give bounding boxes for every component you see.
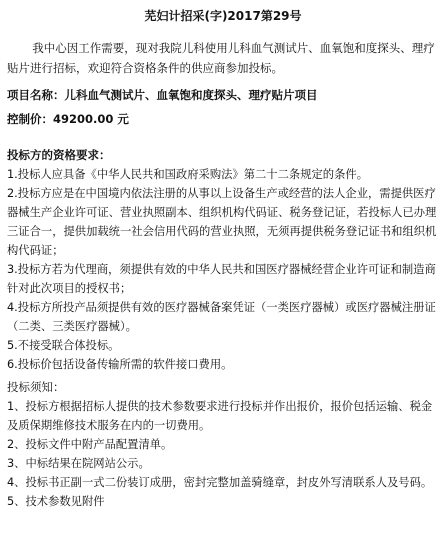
project-line — [7, 86, 318, 104]
price-line — [7, 110, 129, 128]
qualifications-list — [7, 165, 441, 374]
price-value: 49200.00 元 — [53, 112, 129, 126]
note-item: 2、投标文件中附产品配置清单。 — [7, 438, 173, 451]
notes-list — [7, 397, 441, 511]
qualification-item: 5.不接受联合体投标。 — [7, 339, 120, 352]
project-name: 儿科血气测试片、血氧饱和度探头、理疗贴片项目 — [64, 88, 318, 102]
note-item: 5、技术参数见附件 — [7, 495, 105, 508]
note-item: 4、投标书正副一式二份装订成册，密封完整加盖骑缝章，封皮外写清联系人及号码。 — [7, 476, 433, 489]
qualification-item: 2.投标方应是在中国境内依法注册的从事以上设备生产或经营的法人企业，需提供医疗器械生产企业许可证、营业执照副本、组织机构代码证、税务登记证，若投标人已办理三证合一，提供加载统一社会信用代码的营业执照，无须再提供税务登记证书和组织机构代码证； — [7, 187, 437, 257]
qualification-item: 3.投标方若为代理商，须提供有效的中华人民共和国医疗器械经营企业许可证和制造商针对此次项目的授权书； — [7, 263, 436, 295]
document-title: 芜妇计招采(字)2017第29号 — [144, 9, 302, 23]
note-item: 3、中标结果在院网站公示。 — [7, 457, 150, 470]
qualifications-heading: 投标方的资格要求： — [7, 148, 111, 162]
qualification-item: 6.投标价包括设备传输所需的软件接口费用。 — [7, 358, 233, 371]
price-label: 控制价： — [7, 112, 53, 126]
intro-paragraph: 我中心因工作需要，现对我院儿科使用儿科血气测试片、血氧饱和度探头、理疗贴片进行招标，欢迎符合资格条件的供应商参加投标。 — [7, 41, 435, 75]
notes-heading: 投标须知： — [7, 380, 65, 394]
qualification-item: 4.投标方所投产品须提供有效的医疗器械备案凭证（一类医疗器械）或医疗器械注册证（二类、三类医疗器械）。 — [7, 301, 436, 333]
project-label: 项目名称： — [7, 88, 65, 102]
qualification-item: 1.投标人应具备《中华人民共和国政府采购法》第二十二条规定的条件。 — [7, 168, 368, 181]
note-item: 1、投标方根据招标人提供的技术参数要求进行投标并作出报价，报价包括运输、税金及质保期维修技术服务在内的一切费用。 — [7, 400, 433, 432]
